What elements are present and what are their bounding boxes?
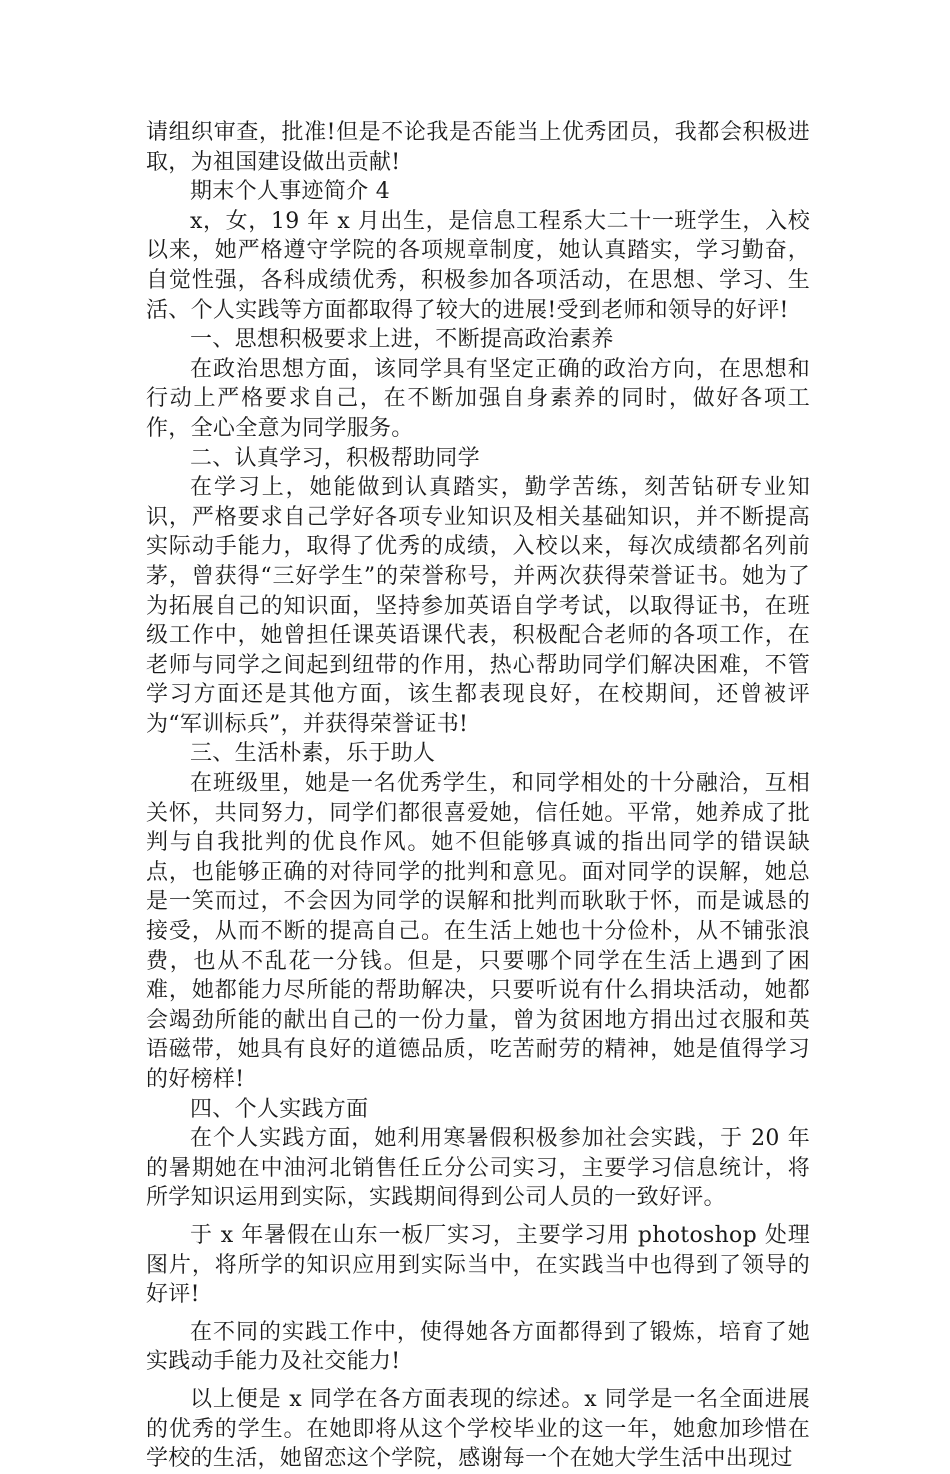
paragraph-internship: 于 x 年暑假在山东一板厂实习，主要学习用 photoshop 处理图片，将所学的知识应用到实际当中，在实践当中也得到了领导的好评! bbox=[146, 1222, 810, 1308]
paragraph-intro: x，女，19 年 x 月出生，是信息工程系大二十一班学生，入校以来，她严格遵守学院的各项规章制度，她认真踏实，学习勤奋，自觉性强，各科成绩优秀，积极参加各项活动，在思想、学习、生活、个人实践等方面都取得了较大的进展!受到老师和领导的好评! bbox=[146, 208, 810, 323]
paragraph-study: 在学习上，她能做到认真踏实，勤学苦练，刻苦钻研专业知识，严格要求自己学好各项专业知识及相关基础知识，并不断提高实际动手能力，取得了优秀的成绩，入校以来，每次成绩都名列前茅，曾获得“三好学生”的荣誉称号，并两次获得荣誉证书。她为了为拓展自己的知识面，坚持参加英语自学考试，以取得证书，在班级工作中，她曾担任课英语课代表，积极配合老师的各项工作，在老师与同学之间起到纽带的作用，热心帮助同学们解决困难，不管学习方面还是其他方面，该生都表现良好，在校期间，还曾被评为“军训标兵”，并获得荣誉证书! bbox=[146, 475, 810, 737]
paragraph-practice: 在个人实践方面，她利用寒暑假积极参加社会实践，于 20 年的暑期她在中油河北销售任丘分公司实习，主要学习信息统计，将所学知识运用到实际，实践期间得到公司人员的一致好评。 bbox=[146, 1126, 810, 1211]
section-heading-4: 四、个人实践方面 bbox=[190, 1096, 369, 1122]
section-heading-3: 三、生活朴素，乐于助人 bbox=[190, 741, 436, 767]
paragraph-1: 请组织审查，批准!但是不论我是否能当上优秀团员，我都会积极进取，为祖国建设做出贡献! bbox=[146, 120, 810, 175]
paragraph-politics: 在政治思想方面，该同学具有坚定正确的政治方向，在思想和行动上严格要求自己，在不断加强自身素养的同时，做好各项工作，全心全意为同学服务。 bbox=[146, 356, 810, 441]
section-heading-title: 期末个人事迹简介 4 bbox=[190, 179, 390, 205]
document-body bbox=[146, 118, 810, 1474]
section-heading-1: 一、思想积极要求上进，不断提高政治素养 bbox=[190, 327, 614, 353]
section-heading-2: 二、认真学习，积极帮助同学 bbox=[190, 445, 480, 471]
paragraph-summary: 以上便是 x 同学在各方面表现的综述。x 同学是一名全面进展的优秀的学生。在她即将从这个学校毕业的这一年，她愈加珍惜在学校的生活，她留恋这个学院，感谢每一个在她大学生活中出现过 bbox=[146, 1386, 810, 1472]
paragraph-growth: 在不同的实践工作中，使得她各方面都得到了锻炼，培育了她实践动手能力及社交能力! bbox=[146, 1319, 810, 1375]
paragraph-life: 在班级里，她是一名优秀学生，和同学相处的十分融洽，互相关怀，共同努力，同学们都很喜爱她，信任她。平常，她养成了批判与自我批判的优良作风。她不但能够真诚的指出同学的错误缺点，也能够正确的对待同学的批判和意见。面对同学的误解，她总是一笑而过，不会因为同学的误解和批判而耿耿于怀，而是诚恳的接受，从而不断的提高自己。在生活上她也十分俭朴，从不铺张浪费，也从不乱花一分钱。但是，只要哪个同学在生活上遇到了困难，她都能力尽所能的帮助解决，只要听说有什么捐块活动，她都会竭劲所能的献出自己的一份力量，曾为贫困地方捐出过衣服和英语磁带，她具有良好的道德品质，吃苦耐劳的精神，她是值得学习的好榜样! bbox=[146, 771, 810, 1092]
